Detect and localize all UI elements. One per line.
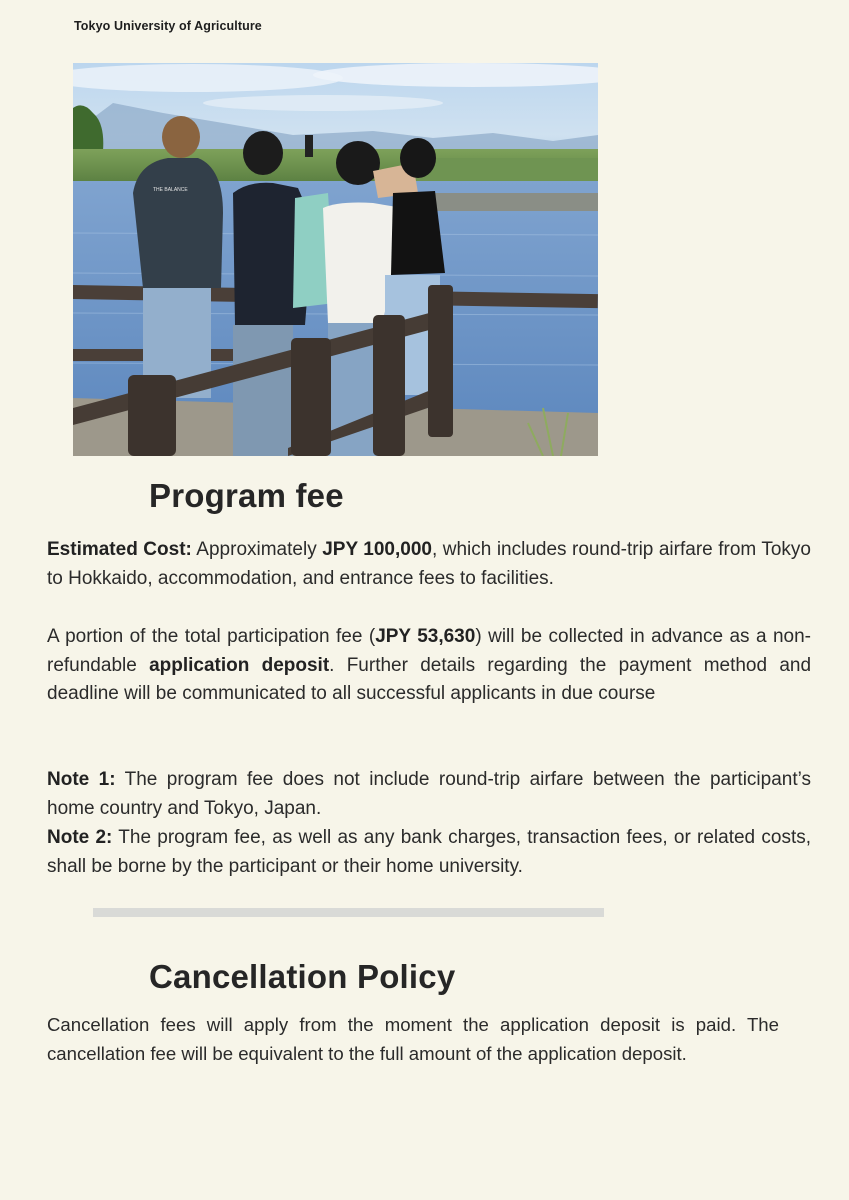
note-2-label: Note 2:: [47, 827, 113, 848]
estimated-cost-amount: JPY 100,000: [322, 539, 432, 560]
deposit-text: A portion of the total participation fee (: [47, 626, 376, 647]
estimated-cost-text: , which includes round-trip airfare from Tokyo to Hokkaido, accommodation, and entrance fees to facilities.: [47, 539, 811, 589]
section-divider: [93, 908, 604, 917]
note-2: [47, 824, 811, 881]
railing-post: [128, 375, 176, 456]
deposit-paragraph: [47, 623, 811, 709]
photo-illustration: [73, 63, 598, 456]
deposit-text: ) will be collected in advance as a non-refundable: [47, 626, 811, 676]
estimated-cost-label: Estimated Cost:: [47, 539, 192, 560]
note-1-text: The program fee does not include round-trip airfare between the participant’s home country and Tokyo, Japan.: [47, 769, 811, 819]
cloud: [203, 95, 443, 111]
note-2-text: The program fee, as well as any bank charges, transaction fees, or related costs, shall be borne by the participant or their home university.: [47, 827, 811, 877]
railing-post: [428, 285, 453, 437]
organization-name: Tokyo University of Agriculture: [74, 19, 262, 33]
deposit-text: . Further details regarding the payment method and deadline will be communicated to all successful applicants in due course: [47, 654, 812, 705]
cancellation-policy-text: Cancellation fees will apply from the moment the application deposit is paid. The cancellation fee will be equivalent to the full amount of the application deposit.: [47, 1014, 779, 1064]
note-1-label: Note 1:: [47, 769, 116, 790]
students-riverside-photo: [73, 63, 598, 456]
cancellation-policy-heading: Cancellation Policy: [149, 958, 456, 995]
application-deposit-term: application deposit: [149, 654, 330, 676]
program-fee-heading: Program fee: [149, 477, 344, 514]
railing-post: [373, 315, 405, 456]
shirt-text: THE BALANCE: [153, 187, 188, 193]
deposit-amount: JPY 53,630: [375, 626, 476, 647]
note-1: [47, 766, 811, 823]
railing-post: [291, 338, 331, 456]
estimated-cost-text: Approximately: [191, 539, 323, 560]
estimated-cost-paragraph: [47, 536, 811, 593]
